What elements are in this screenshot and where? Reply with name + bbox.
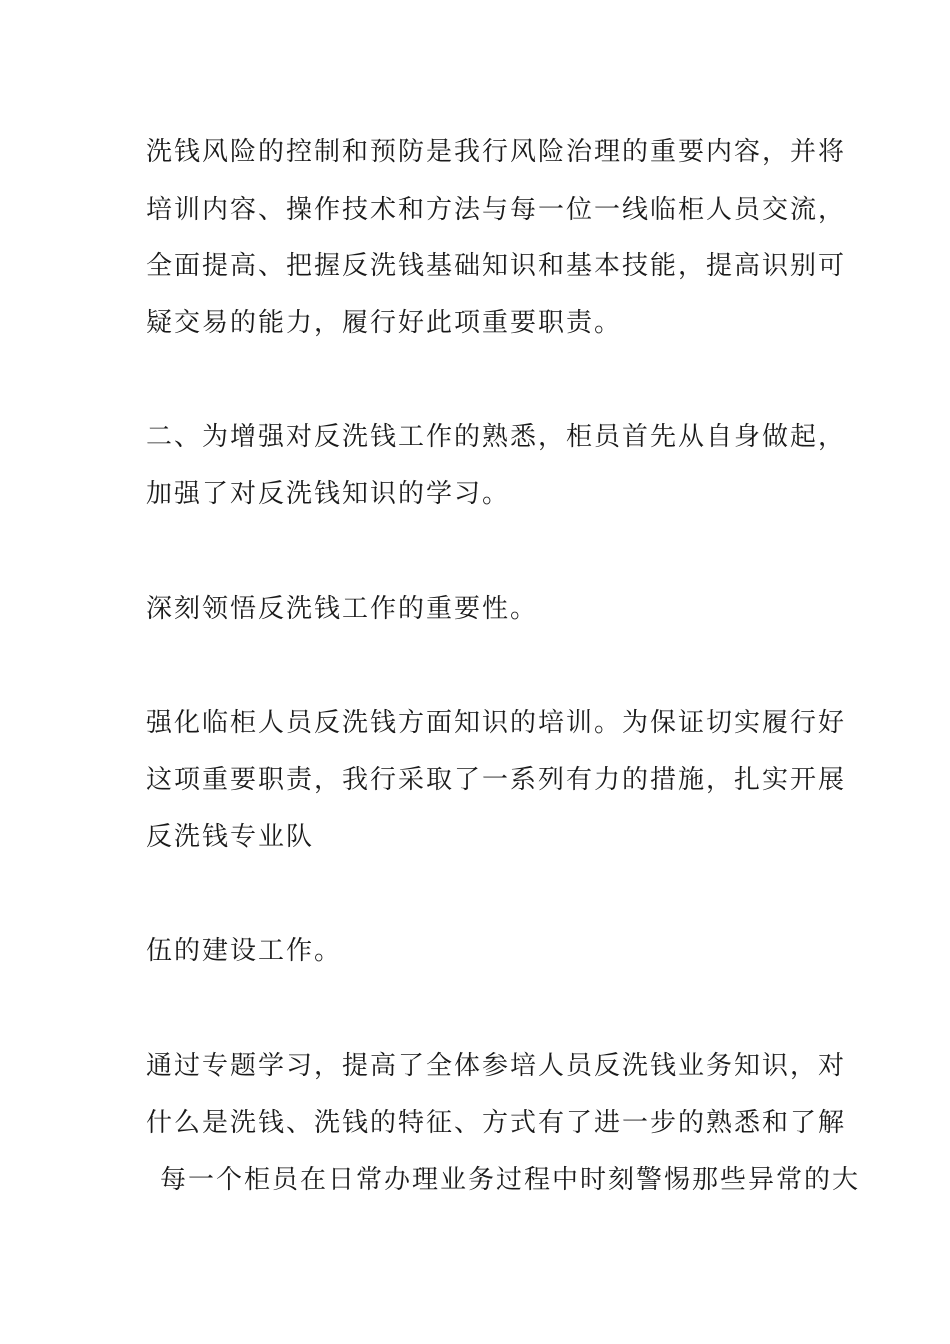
paragraph-1-line-1: 洗钱风险的控制和预防是我行风险治理的重要内容，并将 xyxy=(146,137,847,167)
paragraph-5-line-1: 伍的建设工作。 xyxy=(146,936,343,966)
paragraph-2-line-1: 二、为增强对反洗钱工作的熟悉，柜员首先从自身做起， xyxy=(146,422,847,452)
paragraph-1-line-4: 疑交易的能力，履行好此项重要职责。 xyxy=(146,308,623,338)
paragraph-4-line-2: 这项重要职责，我行采取了一系列有力的措施，扎实开展 xyxy=(146,765,847,795)
paragraph-2-line-2: 加强了对反洗钱知识的学习。 xyxy=(146,479,511,509)
paragraph-6-line-2: 什么是洗钱、洗钱的特征、方式有了进一步的熟悉和了解 xyxy=(146,1108,847,1138)
paragraph-4-line-1: 强化临柜人员反洗钱方面知识的培训。为保证切实履行好 xyxy=(146,708,847,738)
paragraph-4-line-3: 反洗钱专业队 xyxy=(146,822,315,852)
paragraph-3-line-1: 深刻领悟反洗钱工作的重要性。 xyxy=(146,594,539,624)
paragraph-1-line-2: 培训内容、操作技术和方法与每一位一线临柜人员交流， xyxy=(146,195,847,225)
paragraph-6-line-3: 每一个柜员在日常办理业务过程中时刻警惕那些异常的大 xyxy=(160,1165,861,1195)
paragraph-1-line-3: 全面提高、把握反洗钱基础知识和基本技能，提高识别可 xyxy=(146,251,847,281)
paragraph-6-line-1: 通过专题学习，提高了全体参培人员反洗钱业务知识，对 xyxy=(146,1051,847,1081)
